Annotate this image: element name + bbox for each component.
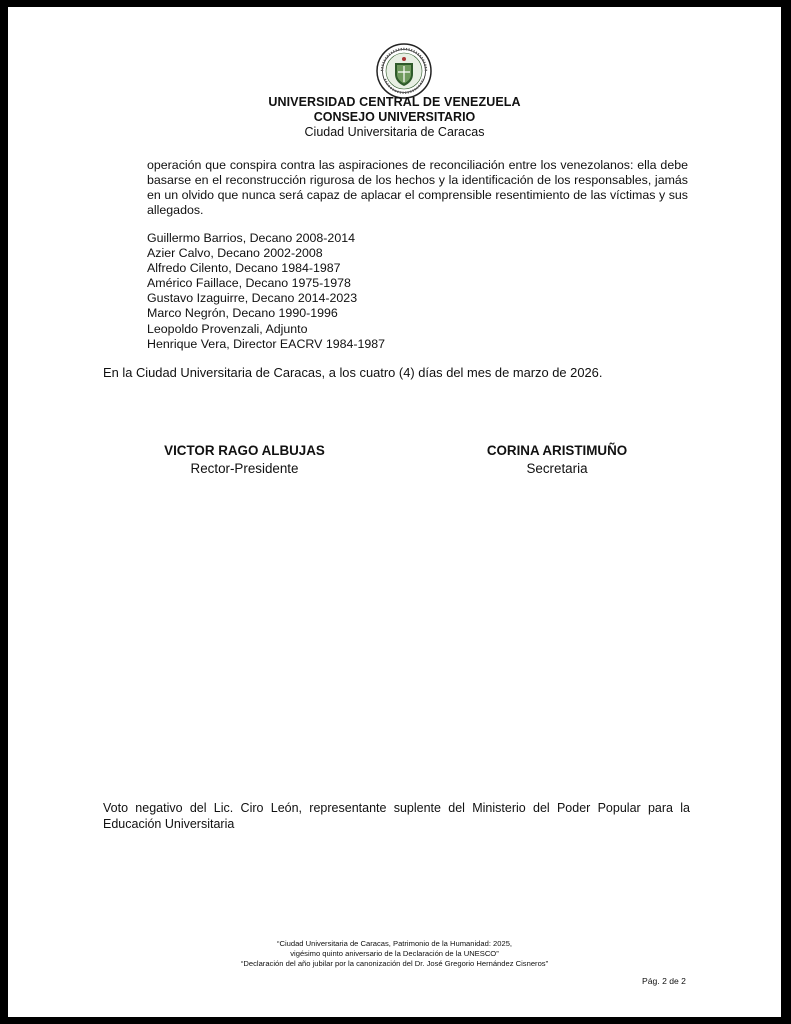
- signature-secretary: [474, 443, 640, 476]
- page-number: Pág. 2 de 2: [642, 976, 686, 986]
- signers-list: [147, 231, 385, 352]
- signer-item: Azier Calvo, Decano 2002-2008: [147, 246, 323, 261]
- location-subtitle: Ciudad Universitaria de Caracas: [304, 125, 485, 139]
- footer-motto: [8, 939, 781, 969]
- document-page: [8, 7, 781, 1017]
- footer-line: vigésimo quinto aniversario de la Declaración de la UNESCO”: [290, 949, 499, 958]
- body-paragraph: operación que conspira contra las aspiraciones de reconciliación entre los venezolanos: ella debe basarse en el reconstrucción rigurosa de los hechos y la identificación de los responsables, jamás en un olvido que nunca será capaz de aplacar el comprensible resentimiento de las víctimas y sus allegados.: [147, 158, 688, 217]
- signature-name: VICTOR RAGO ALBUJAS: [164, 443, 325, 458]
- footer-line: “Declaración del año jubilar por la canonización del Dr. José Gregorio Hernández Cisneros”: [240, 959, 549, 968]
- footer-line: “Ciudad Universitaria de Caracas, Patrimonio de la Humanidad: 2025,: [276, 939, 513, 948]
- university-name: UNIVERSIDAD CENTRAL DE VENEZUELA: [268, 95, 521, 109]
- signer-item: Henrique Vera, Director EACRV 1984-1987: [147, 336, 386, 351]
- signer-item: Américo Faillace, Decano 1975-1978: [147, 276, 351, 291]
- council-name: CONSEJO UNIVERSITARIO: [313, 110, 476, 124]
- signer-item: Marco Negrón, Decano 1990-1996: [147, 306, 338, 321]
- signer-item: Alfredo Cilento, Decano 1984-1987: [147, 261, 341, 276]
- date-line: En la Ciudad Universitaria de Caracas, a los cuatro (4) días del mes de marzo de 2026.: [103, 365, 603, 380]
- signature-role: Rector-Presidente: [190, 461, 299, 476]
- signature-name: CORINA ARISTIMUÑO: [486, 443, 628, 458]
- vote-note: Voto negativo del Lic. Ciro León, representante suplente del Ministerio del Poder Popular para la Educación Universitaria: [103, 801, 690, 831]
- signer-item: Gustavo Izaguirre, Decano 2014-2023: [147, 291, 358, 306]
- signature-rector: [152, 443, 337, 476]
- university-seal-icon: [376, 43, 432, 99]
- signer-item: Leopoldo Provenzali, Adjunto: [147, 321, 308, 336]
- signer-item: Guillermo Barrios, Decano 2008-2014: [147, 231, 355, 245]
- signature-role: Secretaria: [526, 461, 588, 476]
